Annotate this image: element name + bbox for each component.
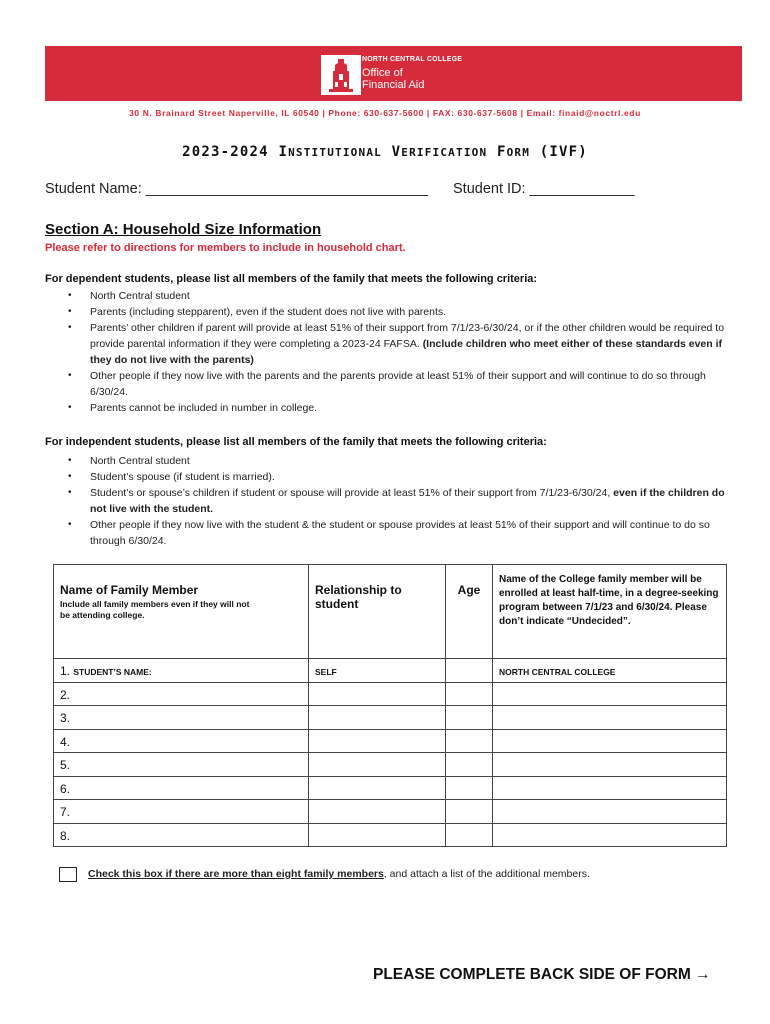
criteria-item: • Parents cannot be included in number in college. [90,400,730,416]
criteria-item: • Parents (including stepparent), even if the student does not live with parents. [90,304,730,320]
extra-members-label-rest: , and attach a list of the additional members. [383,868,590,880]
table-row [54,800,727,824]
cell-age[interactable] [446,659,493,683]
extra-members-label [88,868,590,880]
title-word: FORM [496,144,531,160]
directions-note: Please refer to directions for members to include in household chart. [45,242,406,254]
criteria-item: • Other people if they now live with the student & the student or spouse provides at least 51% of their support and will continue to do so through 6/30/24. [90,517,730,549]
table-row [54,823,727,847]
table-row [54,753,727,777]
form-title [0,144,770,160]
cell-relationship[interactable] [309,706,446,730]
cell-college[interactable] [493,682,727,706]
title-year: 2023-2024 [182,144,269,160]
title-words [278,144,539,160]
student-id-field[interactable]: Student ID: _____________ [453,181,635,197]
criteria-item: • Student’s spouse (if student is married). [90,469,730,485]
dependent-criteria-list [90,288,730,416]
criteria-item: • Student’s or spouse’s children if student or spouse will provide at least 51% of their support from 7/1/23-6/30/24, even if the children do not live with the student. [90,485,730,517]
cell-college[interactable] [493,753,727,777]
student-name-field[interactable]: Student Name: ___________________________________ [45,181,428,197]
cell-relationship[interactable] [309,776,446,800]
college-name: NORTH CENTRAL COLLEGE [362,56,463,63]
table-row [54,682,727,706]
cell-member-name[interactable]: 7. [54,800,309,824]
cell-relationship[interactable] [309,823,446,847]
cell-relationship[interactable] [309,800,446,824]
header-college [493,565,727,659]
table-row [54,706,727,730]
cell-relationship[interactable]: SELF [309,659,446,683]
cell-college[interactable] [493,729,727,753]
cell-relationship[interactable] [309,729,446,753]
header-name-sub: Include all family members even if they will not be attending college. [60,599,250,620]
cell-college[interactable] [493,823,727,847]
cell-member-name[interactable]: 1. STUDENT’S NAME: [54,659,309,683]
title-word: VERIFICATION [391,144,488,160]
title-suffix: (IVF) [539,144,588,160]
cell-age[interactable] [446,823,493,847]
cell-college[interactable] [493,800,727,824]
header-name [54,565,309,659]
family-members-table [53,564,727,847]
cell-relationship[interactable] [309,753,446,777]
header-relationship [309,565,446,659]
cell-college[interactable] [493,706,727,730]
criteria-item: • North Central student [90,453,730,469]
back-side-text: PLEASE COMPLETE BACK SIDE OF FORM [373,966,691,983]
table-row [54,659,727,683]
cell-relationship[interactable] [309,682,446,706]
cell-member-name[interactable]: 4. [54,729,309,753]
cell-age[interactable] [446,800,493,824]
table-row [54,776,727,800]
header-college-label: Name of the College family member will be enrolled at least half-time, in a degree-seeking program between 7/1/23 and 6/30/24. Please don’t indicate “Undecided”. [499,574,719,627]
cell-age[interactable] [446,729,493,753]
arrow-right-icon: → [695,966,711,983]
cell-member-name[interactable]: 2. [54,682,309,706]
cell-age[interactable] [446,706,493,730]
office-name [362,67,424,91]
criteria-item: • North Central student [90,288,730,304]
cell-member-name[interactable]: 5. [54,753,309,777]
section-a-heading: Section A: Household Size Information [45,221,322,238]
cell-member-name[interactable]: 8. [54,823,309,847]
header-age [446,565,493,659]
title-word: INSTITUTIONAL [278,144,382,160]
contact-info: 30 N. Brainard Street Naperville, IL 60540 | Phone: 630-637-5600 | FAX: 630-637-5608 | Email: finaid@noctrl.edu [129,108,641,118]
extra-members-label-bold: Check this box if there are more than eight family members [88,868,384,880]
cell-age[interactable] [446,682,493,706]
independent-criteria-list [90,453,730,549]
cell-age[interactable] [446,776,493,800]
extra-members-checkbox[interactable] [59,867,77,882]
table-row [54,729,727,753]
cell-age[interactable] [446,753,493,777]
college-tower-logo [321,55,361,95]
criteria-item: • Other people if they now live with the parents and the parents provide at least 51% of their support and will continue to do so through 6/30/24. [90,368,730,400]
office-line-2: Financial Aid [362,79,425,91]
dependent-heading: For dependent students, please list all members of the family that meets the following criteria: [45,273,538,285]
cell-college[interactable]: NORTH CENTRAL COLLEGE [493,659,727,683]
header-age-label: Age [457,583,481,597]
independent-heading: For independent students, please list all members of the family that meets the following criteria: [45,436,547,448]
cell-member-name[interactable]: 3. [54,706,309,730]
header-relationship-label: Relationship to student [315,583,402,611]
cell-college[interactable] [493,776,727,800]
office-line-1: Office of [362,67,403,79]
header-name-main: Name of Family Member [60,583,199,597]
criteria-item: • Parents’ other children if parent will provide at least 51% of their support from 7/1/23-6/30/24, or if the other children would be required to provide parental information if they were completing a 2023-24 FAFSA. (Include children who meet either of these standards even if they do not live with the parents) [90,320,730,368]
cell-member-name[interactable]: 6. [54,776,309,800]
back-side-note [373,966,711,984]
